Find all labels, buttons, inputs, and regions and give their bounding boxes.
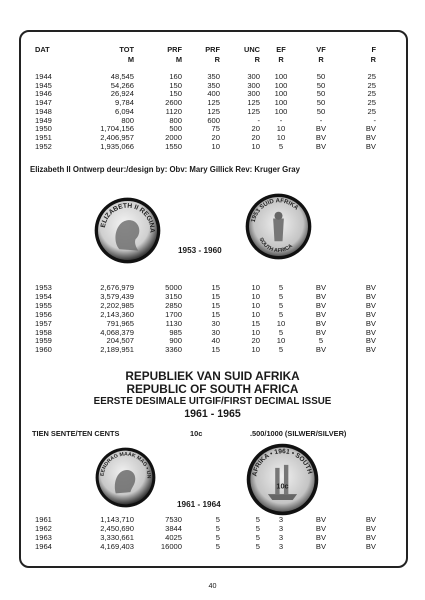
- table-cell: 150: [169, 80, 182, 90]
- table-cell: BV: [315, 523, 327, 533]
- table-cell: 5: [278, 345, 284, 355]
- header-cell: R: [278, 55, 284, 64]
- table-cell: 10: [211, 141, 220, 151]
- table-cell: 3,579,439: [100, 291, 134, 301]
- table-cell: 3844: [165, 523, 182, 533]
- table-cell: 6,094: [114, 106, 134, 116]
- reverse-legend-1: 1953 SUID AFRIKA: [250, 198, 300, 223]
- table-cell: 160: [169, 72, 182, 81]
- table-cell: 1964: [35, 541, 52, 551]
- table-cell: BV: [315, 318, 327, 328]
- table-cell: 15: [211, 283, 220, 292]
- table-cell: -: [319, 115, 323, 125]
- table-cell: BV: [365, 336, 376, 346]
- table-cell: 5: [215, 523, 220, 533]
- table-cell: 1,704,156: [100, 124, 134, 134]
- header-cell: PRF: [205, 45, 220, 54]
- table-cell: 30: [211, 318, 220, 328]
- table-cell: 5: [278, 327, 284, 337]
- reverse-bottom-1: SOUTH AFRICA: [257, 236, 294, 255]
- table-cell: 2,202,985: [100, 300, 134, 310]
- section-years: 1961 - 1965: [184, 408, 241, 420]
- table-cell: 150: [169, 89, 182, 99]
- coin2-years: 1961 - 1964: [177, 500, 221, 509]
- table-cell: 50: [316, 106, 326, 116]
- header-cell: EF: [276, 45, 286, 54]
- table-cell: 50: [316, 80, 326, 90]
- table-cell: 3360: [165, 345, 182, 355]
- table-cell: 1130: [165, 318, 182, 328]
- table-cell: 1,143,710: [100, 515, 134, 524]
- issue-fineness: .500/1000 (SILWER/SILVER): [250, 429, 347, 438]
- coin-reverse-ship: [246, 443, 319, 516]
- table-cell: 350: [207, 80, 220, 90]
- table-cell: 1550: [165, 141, 182, 151]
- table-cell: 50: [316, 98, 326, 108]
- table-cell: 2600: [165, 98, 182, 108]
- table-cell: 10: [251, 300, 260, 310]
- table-cell: 1963: [35, 532, 52, 542]
- table-cell: 125: [207, 106, 220, 116]
- table-cell: 15: [211, 300, 220, 310]
- header-cell: R: [254, 55, 260, 64]
- designer-line: Elizabeth II Ontwerp deur:/design by: Obv: Mary Gillick Rev: Kruger Gray: [30, 165, 300, 174]
- table-cell: 20: [251, 132, 260, 142]
- table-cell: 5: [278, 141, 284, 151]
- table-cell: -: [257, 115, 260, 125]
- table-row: [0, 534, 425, 542]
- table-row: [0, 125, 425, 133]
- table-cell: 5: [215, 515, 220, 524]
- header-cell: DAT: [35, 45, 50, 54]
- table-cell: 350: [207, 72, 220, 81]
- table-cell: BV: [365, 515, 376, 524]
- table-cell: 26,924: [110, 89, 134, 99]
- table-cell: 20: [211, 132, 220, 142]
- table-cell: 10: [251, 345, 260, 355]
- table-row: [0, 134, 425, 142]
- table-cell: 5: [255, 523, 260, 533]
- table-cell: 100: [274, 106, 288, 116]
- table-cell: 4,068,379: [100, 327, 134, 337]
- table-cell: 10: [251, 283, 260, 292]
- table-cell: 5: [278, 283, 284, 292]
- table-cell: 400: [207, 89, 220, 99]
- table-cell: 600: [207, 115, 220, 125]
- table-cell: 204,507: [106, 336, 134, 346]
- table-cell: 5: [278, 309, 284, 319]
- table-cell: 791,965: [106, 318, 134, 328]
- table-cell: 1960: [35, 345, 52, 355]
- table-row: [0, 337, 425, 345]
- table-cell: BV: [315, 309, 327, 319]
- table-cell: 2,189,951: [100, 345, 134, 355]
- table-cell: 1957: [35, 318, 52, 328]
- table-cell: 5: [255, 541, 260, 551]
- table-cell: BV: [315, 124, 327, 134]
- header-row: [0, 46, 425, 54]
- table-cell: 2850: [165, 300, 182, 310]
- table-cell: 1954: [35, 291, 52, 301]
- table-cell: BV: [365, 300, 376, 310]
- table-row: [0, 329, 425, 337]
- table-cell: BV: [315, 327, 327, 337]
- table-row: [0, 108, 425, 116]
- table-cell: 1959: [35, 336, 52, 346]
- table-cell: 2,676,979: [100, 283, 134, 292]
- table-cell: 5000: [165, 283, 182, 292]
- table-cell: 1949: [35, 115, 52, 125]
- table-cell: BV: [365, 327, 376, 337]
- header-cell: UNC: [243, 45, 260, 54]
- table-row: [0, 543, 425, 551]
- coin-obverse-riebeeck: [95, 447, 156, 508]
- table-cell: BV: [365, 541, 376, 551]
- issue-name: TIEN SENTE/TEN CENTS: [32, 429, 120, 438]
- header-cell: F: [371, 45, 376, 54]
- header-cell: R: [214, 55, 220, 64]
- table-cell: 5: [215, 541, 220, 551]
- table-cell: 300: [247, 72, 260, 81]
- table-cell: 10: [251, 309, 260, 319]
- table-cell: 1958: [35, 327, 52, 337]
- table-cell: BV: [315, 300, 327, 310]
- table-row: [0, 346, 425, 354]
- table-cell: 3,330,661: [100, 532, 134, 542]
- table-cell: 4025: [165, 532, 182, 542]
- table-cell: 25: [367, 72, 376, 81]
- table-cell: 1955: [35, 300, 52, 310]
- table-cell: 10: [251, 141, 260, 151]
- header-cell: VF: [316, 45, 326, 54]
- table-cell: 9,784: [114, 98, 134, 108]
- table-row: [0, 320, 425, 328]
- table-cell: 5: [255, 532, 260, 542]
- table-row: [0, 73, 425, 81]
- table-cell: BV: [365, 141, 376, 151]
- table-cell: 10: [251, 291, 260, 301]
- table-cell: 900: [169, 336, 182, 346]
- table-cell: 50: [316, 89, 326, 99]
- table-cell: 15: [211, 291, 220, 301]
- header-cell: TOT: [119, 45, 134, 54]
- section-title-english: REPUBLIC OF SOUTH AFRICA: [126, 382, 299, 396]
- table-cell: 20: [251, 124, 260, 134]
- header-cell: R: [370, 55, 376, 64]
- table-cell: BV: [365, 532, 376, 542]
- reverse-denomination-2: 10c: [276, 481, 289, 491]
- table-cell: 75: [211, 124, 220, 134]
- table-cell: 3: [278, 532, 284, 542]
- table-cell: 10: [276, 132, 286, 142]
- table-cell: 1961: [35, 515, 52, 524]
- table-cell: 1946: [35, 89, 52, 99]
- table-cell: 30: [211, 327, 220, 337]
- table-cell: BV: [315, 541, 327, 551]
- table-cell: BV: [365, 309, 376, 319]
- table-cell: 2,450,690: [100, 523, 134, 533]
- table-cell: 1700: [165, 309, 182, 319]
- table-cell: 54,266: [110, 80, 134, 90]
- table-cell: 5: [318, 336, 324, 346]
- table-cell: 300: [247, 89, 260, 99]
- table-cell: 125: [247, 98, 260, 108]
- header-row: [0, 56, 425, 64]
- table-cell: 3: [278, 523, 284, 533]
- table-cell: 300: [247, 80, 260, 90]
- table-cell: BV: [365, 132, 376, 142]
- table-cell: 800: [169, 115, 182, 125]
- table-cell: 10: [251, 327, 260, 337]
- table-cell: 2,406,957: [100, 132, 134, 142]
- table-cell: 985: [169, 327, 182, 337]
- table-cell: 100: [274, 80, 288, 90]
- table-cell: BV: [315, 515, 327, 524]
- table-cell: 48,545: [110, 72, 134, 81]
- page-number: 40: [208, 581, 217, 590]
- table-cell: 1956: [35, 309, 52, 319]
- table-cell: BV: [365, 291, 376, 301]
- table-cell: 1120: [165, 106, 182, 116]
- table-cell: 15: [211, 309, 220, 319]
- table-cell: BV: [365, 345, 376, 355]
- table-cell: 2000: [165, 132, 182, 142]
- table-cell: 1962: [35, 523, 52, 533]
- table-cell: 1948: [35, 106, 52, 116]
- table-row: [0, 143, 425, 151]
- table-cell: 125: [247, 106, 260, 116]
- table-cell: 25: [367, 89, 376, 99]
- table-row: [0, 525, 425, 533]
- table-cell: 20: [251, 336, 260, 346]
- table-cell: BV: [315, 291, 327, 301]
- obverse-top-2: EENDRAG MAAK MAG • UN: [99, 451, 152, 479]
- table-cell: 1951: [35, 132, 52, 142]
- table-cell: 15: [251, 318, 260, 328]
- table-cell: 50: [316, 72, 326, 81]
- table-cell: 1944: [35, 72, 52, 81]
- table-cell: 1945: [35, 80, 52, 90]
- table-cell: 1947: [35, 98, 52, 108]
- table-cell: -: [279, 115, 283, 125]
- table-cell: 1950: [35, 124, 52, 134]
- coin1-years: 1953 - 1960: [178, 246, 222, 255]
- table-1944-1952: [0, 46, 425, 156]
- header-cell: R: [318, 55, 324, 64]
- table-cell: 25: [367, 98, 376, 108]
- header-cell: M: [175, 55, 182, 64]
- table-row: [0, 99, 425, 107]
- table-cell: 1,935,066: [100, 141, 134, 151]
- table-cell: 10: [276, 318, 286, 328]
- coin-obverse-elizabeth: [94, 197, 161, 264]
- table-cell: BV: [365, 318, 376, 328]
- table-cell: 15: [211, 345, 220, 355]
- obverse-legend-1: ELIZABETH II REGINA: [99, 202, 156, 233]
- coin-reverse-springbok: [245, 193, 312, 260]
- table-cell: BV: [365, 523, 376, 533]
- header-cell: PRF: [167, 45, 182, 54]
- table-cell: 25: [367, 106, 376, 116]
- table-cell: BV: [365, 283, 376, 292]
- table-row: [0, 516, 425, 524]
- table-cell: 4,169,403: [100, 541, 134, 551]
- table-cell: 3: [278, 515, 284, 524]
- table-row: [0, 293, 425, 301]
- table-cell: 100: [274, 89, 288, 99]
- table-cell: 100: [274, 98, 288, 108]
- table-cell: 5: [255, 515, 260, 524]
- table-cell: 800: [121, 115, 134, 125]
- header-cell: M: [127, 55, 134, 64]
- table-cell: BV: [365, 124, 376, 134]
- table-cell: 125: [207, 98, 220, 108]
- table-cell: 10: [276, 124, 286, 134]
- table-row: [0, 302, 425, 310]
- table-cell: 5: [278, 291, 284, 301]
- table-cell: 1952: [35, 141, 52, 151]
- table-cell: 3150: [165, 291, 182, 301]
- reverse-legend-2: AFRIKA • 1961 • SOUTH: [251, 448, 314, 477]
- table-cell: 40: [211, 336, 220, 346]
- table-cell: BV: [315, 283, 327, 292]
- table-row: [0, 284, 425, 292]
- table-cell: 7530: [165, 515, 182, 524]
- table-cell: BV: [315, 345, 327, 355]
- table-row: [0, 311, 425, 319]
- table-1961-1964: [0, 516, 425, 556]
- table-cell: 3: [278, 541, 284, 551]
- table-cell: BV: [315, 141, 327, 151]
- table-cell: 10: [276, 336, 286, 346]
- table-cell: 16000: [160, 541, 182, 551]
- table-cell: 2,143,360: [100, 309, 134, 319]
- table-cell: BV: [315, 132, 327, 142]
- table-cell: 25: [367, 80, 376, 90]
- section-subtitle: EERSTE DESIMALE UITGIF/FIRST DECIMAL ISSUE: [93, 396, 332, 407]
- table-1953-1960: [0, 284, 425, 364]
- table-cell: 5: [215, 532, 220, 542]
- table-cell: 500: [169, 124, 182, 134]
- table-cell: BV: [315, 532, 327, 542]
- issue-denomination: 10c: [190, 429, 203, 438]
- table-cell: 100: [274, 72, 288, 81]
- table-cell: -: [373, 115, 376, 125]
- section-title-afrikaans: REPUBLIEK VAN SUID AFRIKA: [125, 369, 300, 383]
- table-cell: 1953: [35, 283, 52, 292]
- table-cell: 5: [278, 300, 284, 310]
